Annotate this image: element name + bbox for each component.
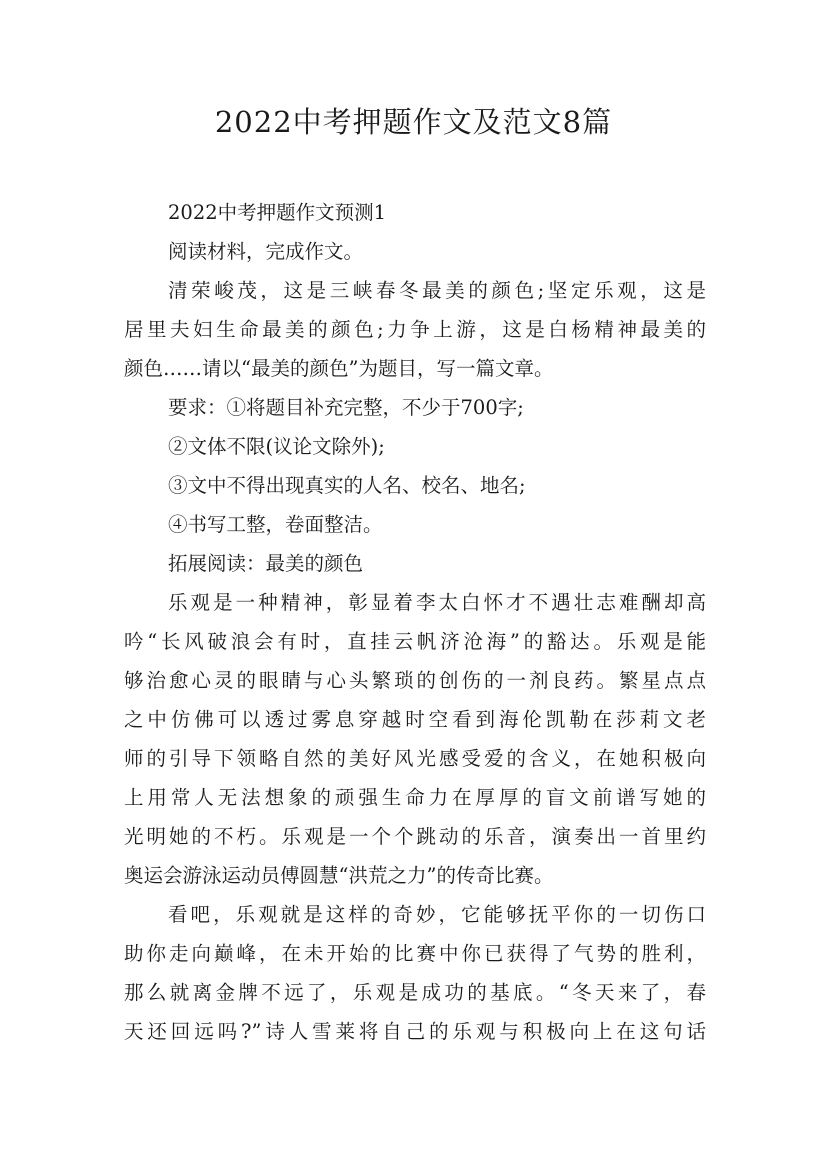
document-title: 2022中考押题作文及范文8篇 [214, 105, 613, 139]
text-line: 之中仿佛可以透过雾息穿越时空看到海伦凯勒在莎莉文老 [124, 708, 706, 731]
text-line: 天还回远吗?”诗人雪莱将自己的乐观与积极向上在这句话 [124, 1020, 706, 1043]
document-body [124, 193, 706, 1051]
text-line: 居里夫妇生命最美的颜色;力争上游，这是白杨精神最美的 [124, 318, 706, 341]
text-line: 光明她的不朽。乐观是一个个跳动的乐音，演奏出一首里约 [124, 825, 706, 848]
text-line: 上用常人无法想象的顽强生命力在厚厚的盲文前谱写她的 [124, 786, 706, 809]
text-line: ②文体不限(议论文除外); [168, 435, 385, 458]
text-line: 要求：①将题目补充完整，不少于700字; [168, 396, 524, 419]
text-line: 够治愈心灵的眼睛与心头繁琐的创伤的一剂良药。繁星点点 [124, 669, 706, 692]
text-line: 阅读材料，完成作文。 [168, 240, 364, 263]
text-line: 看吧，乐观就是这样的奇妙，它能够抚平你的一切伤口 [168, 903, 706, 926]
text-line: 拓展阅读：最美的颜色 [168, 552, 364, 575]
text-line: 奥运会游泳运动员傅圆慧“洪荒之力”的传奇比赛。 [124, 864, 554, 887]
text-line: 那么就离金牌不远了，乐观是成功的基底。“冬天来了，春 [124, 981, 706, 1004]
text-line: 清荣峻茂，这是三峡春冬最美的颜色;坚定乐观，这是 [168, 279, 706, 302]
text-line: ③文中不得出现真实的人名、校名、地名; [168, 474, 526, 497]
text-line: 2022中考押题作文预测1 [168, 201, 387, 224]
text-line: 吟“长风破浪会有时，直挂云帆济沧海”的豁达。乐观是能 [124, 630, 706, 653]
text-line: 师的引导下领略自然的美好风光感受爱的含义，在她积极向 [124, 747, 706, 770]
text-line: ④书写工整，卷面整洁。 [168, 513, 383, 536]
text-line: 乐观是一种精神，彰显着李太白怀才不遇壮志难酬却高 [168, 591, 706, 614]
text-line: 助你走向巅峰，在未开始的比赛中你已获得了气势的胜利， [124, 942, 706, 965]
text-line: 颜色……请以“最美的颜色”为题目，写一篇文章。 [124, 357, 554, 380]
